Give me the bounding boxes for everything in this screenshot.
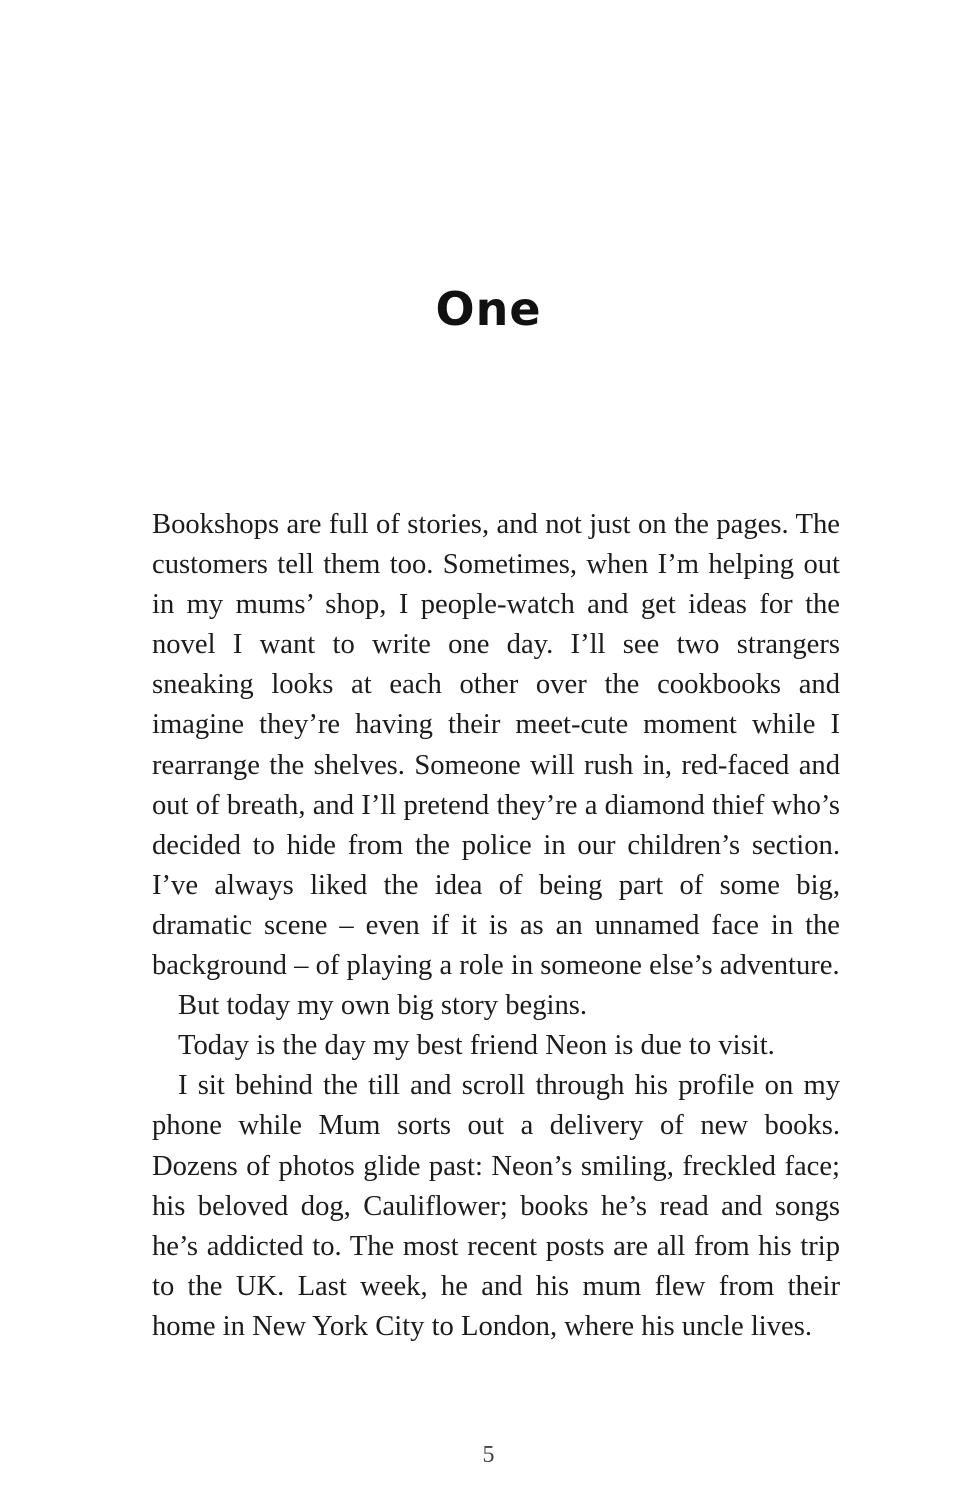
- page-number: 5: [482, 1442, 495, 1468]
- chapter-title: One: [435, 282, 542, 336]
- paragraph-4: I sit behind the till and scroll through his profile on my phone while Mum sorts out a delivery of new books. Dozens of photos glide past: Neon’s smiling, freckled face; his beloved dog, Cauliflower; books he’s read and songs he’s addicted to. The most recent posts are all from his trip to the UK. Last week, he and his mum flew from their home in New York City to London, where his uncle lives.: [152, 1070, 840, 1342]
- paragraph-1: Bookshops are full of stories, and not just on the pages. The customers tell them too. Sometimes, when I’m helping out in my mums’ shop, I people-watch and get ideas for the novel I want to write one day. I’ll see two strangers sneaking looks at each other over the cookbooks and imagine they’re having their meet-cute moment while I rearrange the shelves. Someone will rush in, red-faced and out of breath, and I’ll pretend they’re a diamond thief who’s decided to hide from the police in our children’s section. I’ve always liked the idea of being part of some big, dramatic scene – even if it is as an unnamed face in the background – of playing a role in someone else’s adventure.: [152, 509, 840, 982]
- paragraph-3: Today is the day my best friend Neon is due to visit.: [178, 1030, 775, 1062]
- chapter-body: [152, 505, 840, 1347]
- paragraph-2: But today my own big story begins.: [178, 990, 588, 1022]
